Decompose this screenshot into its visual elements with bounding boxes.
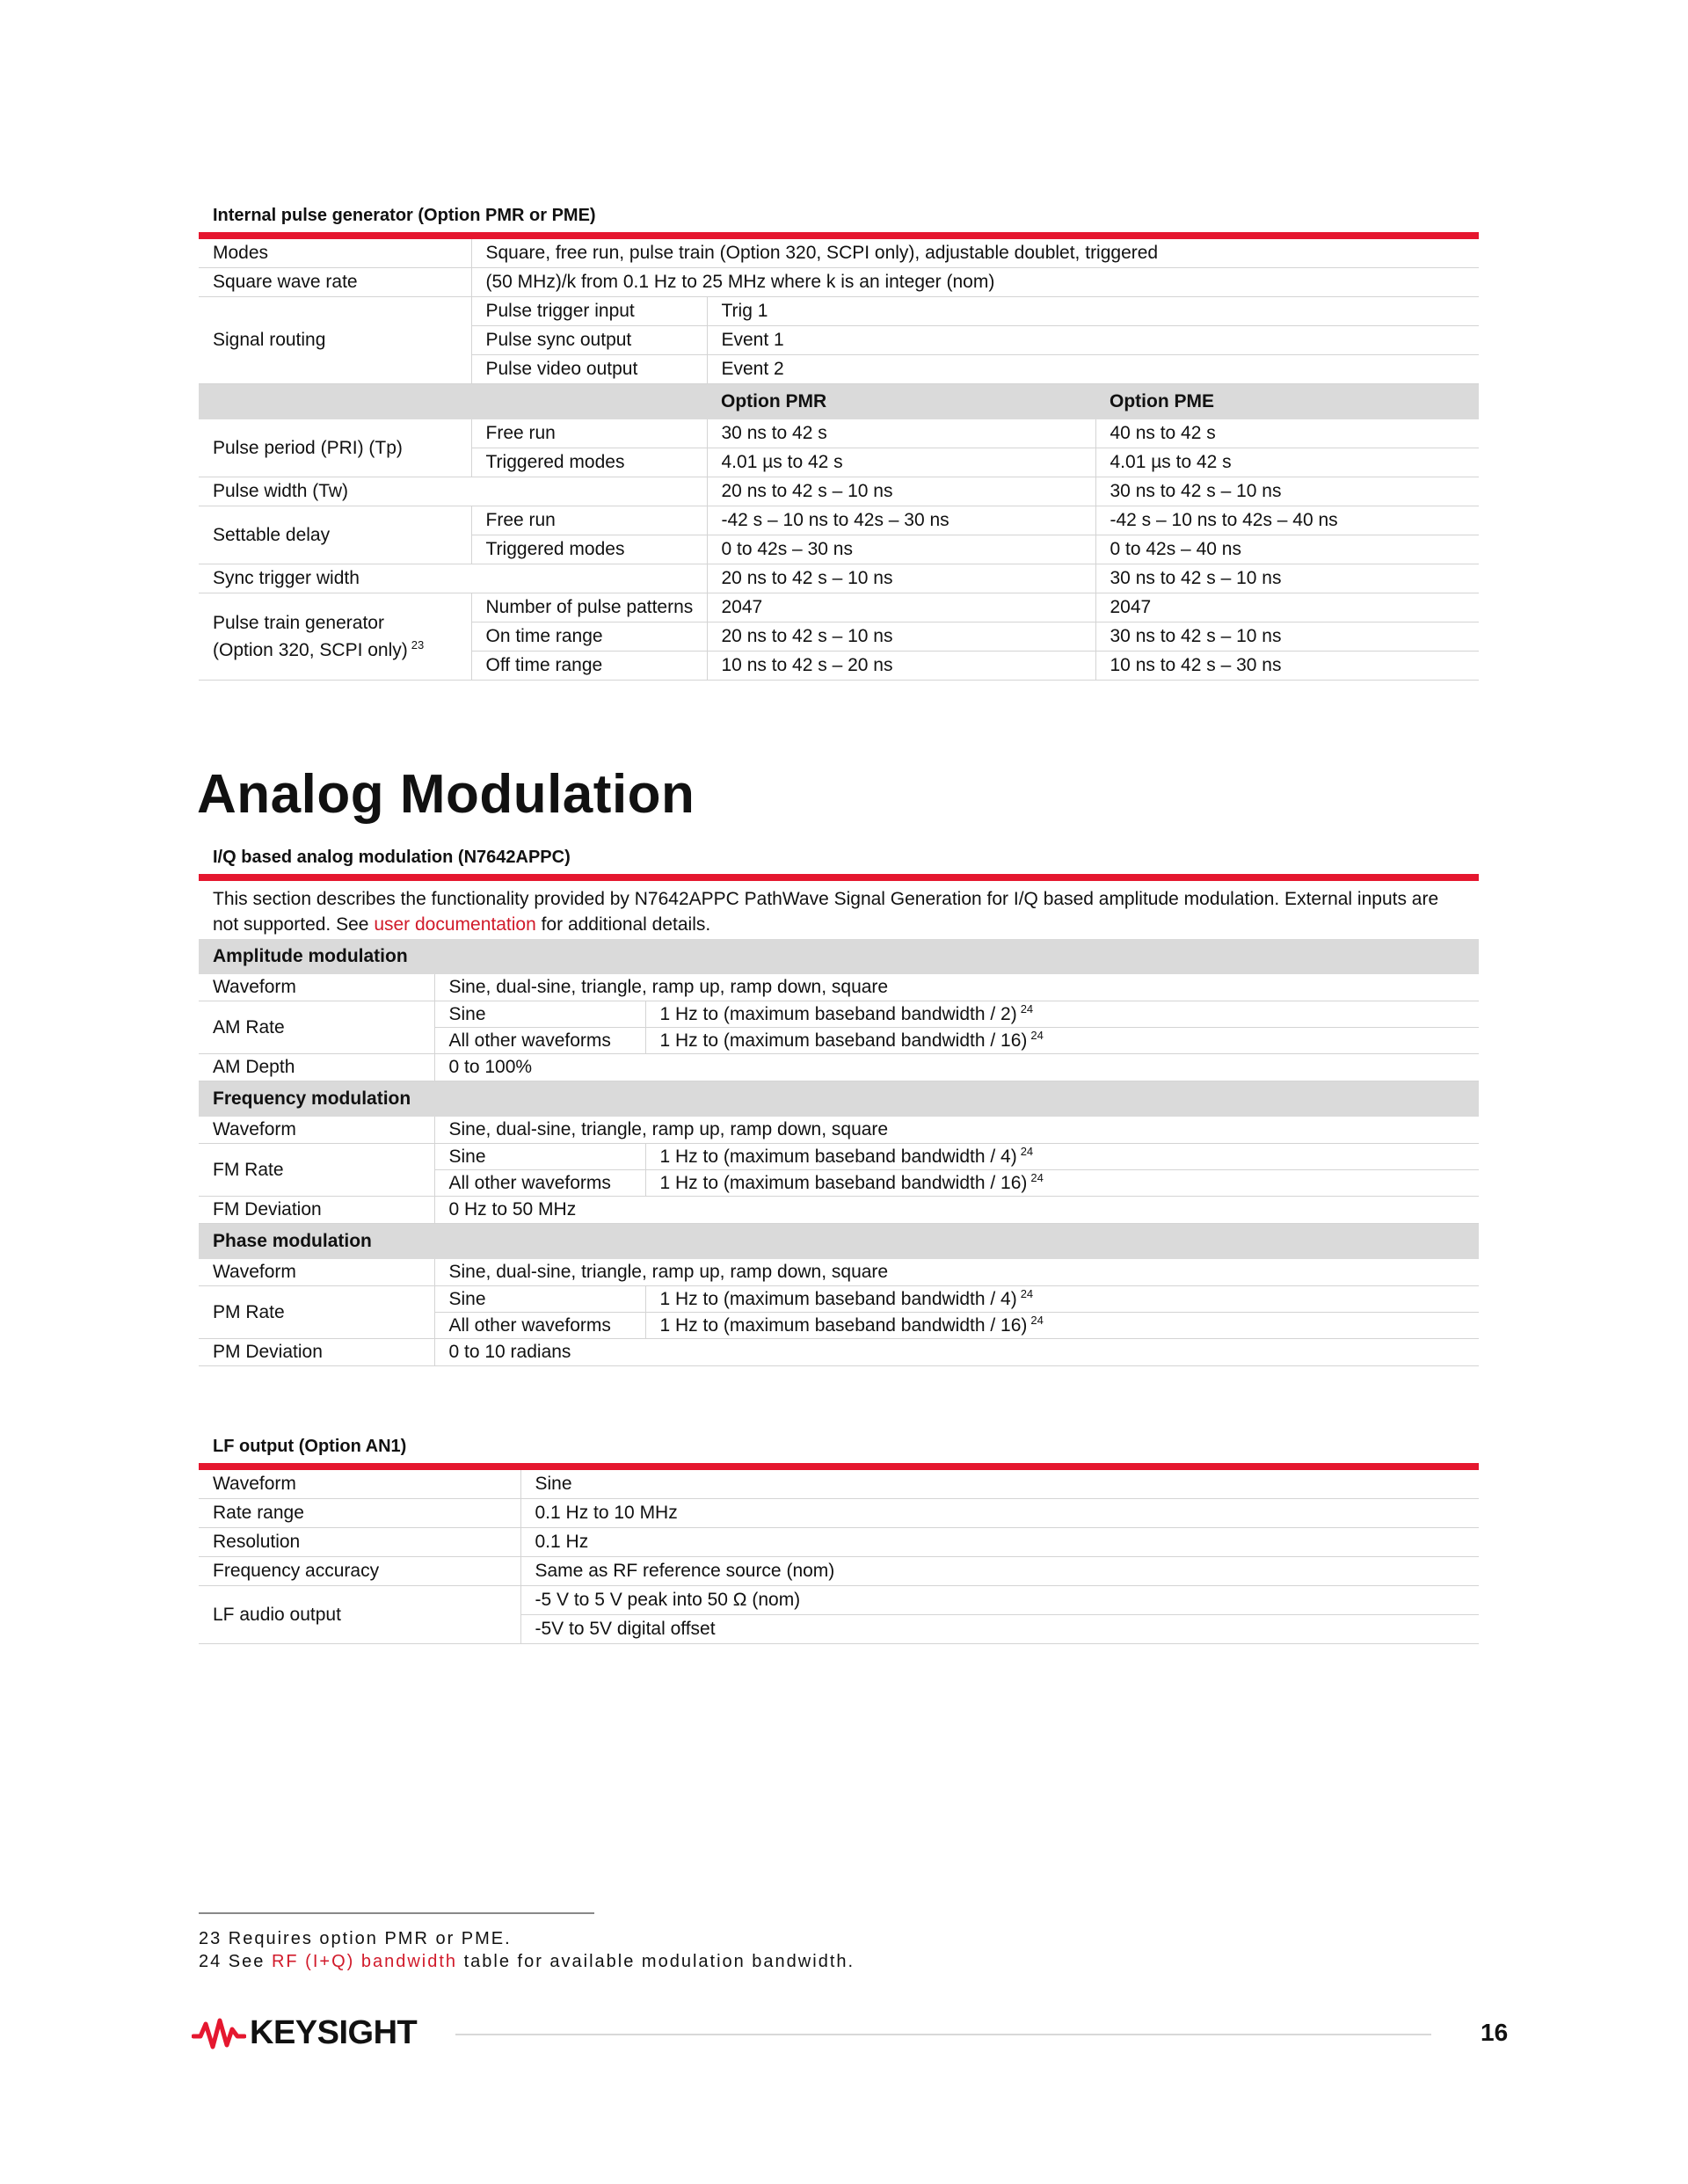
lf-row-label: Waveform — [199, 1470, 520, 1499]
footnote-ref-24: 24 — [1030, 1313, 1044, 1327]
rate-sine-cell — [645, 1001, 1479, 1028]
pulse-period-label: Pulse period (PRI) (Tp) — [199, 419, 471, 477]
band-title: Amplitude modulation — [199, 939, 1479, 974]
table-row — [199, 1528, 1479, 1557]
table-row — [199, 1197, 1479, 1224]
train-param: Number of pulse patterns — [471, 593, 707, 622]
train-pme: 2047 — [1095, 593, 1479, 622]
footer-divider — [455, 2034, 1431, 2035]
footnote-ref-24: 24 — [1020, 1144, 1034, 1158]
table-row — [199, 297, 1479, 326]
iq-modulation-title: I/Q based analog modulation (N7642APPC) — [199, 846, 1479, 881]
table-row — [199, 1117, 1479, 1144]
lf-row-label: Rate range — [199, 1499, 520, 1528]
waveform-label: Waveform — [199, 1117, 434, 1144]
iq-intro-text — [199, 881, 1479, 939]
logo-text: KEYSIGHT — [250, 2013, 418, 2051]
rate-label: FM Rate — [199, 1144, 434, 1197]
rate-sine-name: Sine — [434, 1286, 645, 1313]
column-header-pme: Option PME — [1095, 384, 1479, 420]
modes-label: Modes — [199, 239, 471, 268]
pulse-width-pme: 30 ns to 42 s – 10 ns — [1095, 477, 1479, 506]
signal-routing-label: Signal routing — [199, 297, 471, 384]
period-mode: Free run — [471, 419, 707, 448]
train-param: Off time range — [471, 652, 707, 681]
rate-sine-cell — [645, 1286, 1479, 1313]
table-row — [199, 1557, 1479, 1586]
rate-other-cell — [645, 1313, 1479, 1339]
rate-other-value: 1 Hz to (maximum baseband bandwidth / 16) — [659, 1030, 1028, 1051]
analog-modulation-table — [199, 939, 1479, 1366]
rate-other-name: All other waveforms — [434, 1170, 645, 1197]
rate-other-cell — [645, 1170, 1479, 1197]
band-amplitude-modulation — [199, 939, 1479, 974]
lf-row-value: 0.1 Hz — [520, 1528, 1479, 1557]
rf-bandwidth-link[interactable]: RF (I+Q) bandwidth — [271, 1952, 458, 1971]
table-row — [199, 477, 1479, 506]
table-row — [199, 593, 1479, 622]
delay-mode: Triggered modes — [471, 535, 707, 564]
table-row — [199, 1339, 1479, 1366]
rate-sine-name: Sine — [434, 1001, 645, 1028]
table-row — [199, 1001, 1479, 1028]
lf-output-table — [199, 1470, 1479, 1644]
delay-mode: Free run — [471, 506, 707, 535]
user-documentation-link[interactable]: user documentation — [374, 914, 536, 935]
lf-row-label: Frequency accuracy — [199, 1557, 520, 1586]
table-row — [199, 1286, 1479, 1313]
pulse-train-label-line2: (Option 320, SCPI only) — [213, 640, 408, 660]
train-pmr: 20 ns to 42 s – 10 ns — [707, 622, 1095, 652]
waveform-label: Waveform — [199, 974, 434, 1001]
keysight-logo — [192, 2015, 417, 2050]
band-phase-modulation — [199, 1224, 1479, 1260]
rate-other-name: All other waveforms — [434, 1028, 645, 1054]
footnote-ref-24: 24 — [1020, 1001, 1034, 1016]
table-row — [199, 1054, 1479, 1081]
lf-audio-value-2: -5V to 5V digital offset — [520, 1615, 1479, 1644]
routing-name: Pulse trigger input — [471, 297, 707, 326]
option-header-row — [199, 384, 1479, 420]
modes-value: Square, free run, pulse train (Option 320, SCPI only), adjustable doublet, triggered — [471, 239, 1479, 268]
lf-output-section — [199, 1435, 1479, 1644]
lf-audio-label: LF audio output — [199, 1586, 520, 1644]
footnotes — [199, 1927, 855, 1973]
train-pme: 10 ns to 42 s – 30 ns — [1095, 652, 1479, 681]
routing-value: Event 2 — [707, 355, 1479, 384]
waveform-value: Sine, dual-sine, triangle, ramp up, ramp down, square — [434, 1259, 1479, 1286]
page-heading: Analog Modulation — [197, 764, 695, 825]
band-title: Phase modulation — [199, 1224, 1479, 1260]
table-row — [199, 1470, 1479, 1499]
train-param: On time range — [471, 622, 707, 652]
footnote-23: 23 Requires option PMR or PME. — [199, 1929, 512, 1948]
rate-sine-value: 1 Hz to (maximum baseband bandwidth / 4) — [659, 1288, 1017, 1309]
rate-other-value: 1 Hz to (maximum baseband bandwidth / 16) — [659, 1172, 1028, 1193]
table-row — [199, 974, 1479, 1001]
period-pme: 40 ns to 42 s — [1095, 419, 1479, 448]
table-row — [199, 268, 1479, 297]
table-row — [199, 1499, 1479, 1528]
delay-pmr: 0 to 42s – 30 ns — [707, 535, 1095, 564]
lf-row-label: Resolution — [199, 1528, 520, 1557]
lf-audio-value-1: -5 V to 5 V peak into 50 Ω (nom) — [520, 1586, 1479, 1615]
routing-name: Pulse sync output — [471, 326, 707, 355]
column-header-pmr: Option PMR — [707, 384, 1095, 420]
footnote-divider — [199, 1912, 594, 1914]
lf-row-value: 0.1 Hz to 10 MHz — [520, 1499, 1479, 1528]
rate-label: AM Rate — [199, 1001, 434, 1054]
rate-other-cell — [645, 1028, 1479, 1054]
sync-trigger-pme: 30 ns to 42 s – 10 ns — [1095, 564, 1479, 593]
delay-pmr: -42 s – 10 ns to 42s – 30 ns — [707, 506, 1095, 535]
sync-trigger-label: Sync trigger width — [199, 564, 707, 593]
lf-row-value: Sine — [520, 1470, 1479, 1499]
footnote-ref-24: 24 — [1030, 1170, 1044, 1184]
intro-text-2: for additional details. — [535, 914, 711, 935]
pulse-width-pmr: 20 ns to 42 s – 10 ns — [707, 477, 1095, 506]
band-frequency-modulation — [199, 1081, 1479, 1117]
keysight-wave-icon — [192, 2015, 246, 2050]
table-row — [199, 506, 1479, 535]
table-row — [199, 239, 1479, 268]
train-pmr: 2047 — [707, 593, 1095, 622]
table-row — [199, 1144, 1479, 1170]
table-row — [199, 1259, 1479, 1286]
lf-output-title: LF output (Option AN1) — [199, 1435, 1479, 1470]
iq-modulation-section — [199, 846, 1479, 1366]
intro-text-1: This section describes the functionality provided by N7642APPC PathWave Signal Generation for I/Q based amplitude modulation. External inputs are not supported. See — [213, 889, 1439, 935]
waveform-label: Waveform — [199, 1259, 434, 1286]
period-pmr: 4.01 µs to 42 s — [707, 448, 1095, 477]
rate-sine-value: 1 Hz to (maximum baseband bandwidth / 2) — [659, 1003, 1017, 1024]
pulse-width-label: Pulse width (Tw) — [199, 477, 707, 506]
footnote-24-prefix: 24 See — [199, 1952, 272, 1971]
train-pme: 30 ns to 42 s – 10 ns — [1095, 622, 1479, 652]
band-title: Frequency modulation — [199, 1081, 1479, 1117]
pulse-generator-title: Internal pulse generator (Option PMR or PME) — [199, 204, 1479, 239]
deviation-label: FM Deviation — [199, 1197, 434, 1224]
period-mode: Triggered modes — [471, 448, 707, 477]
period-pmr: 30 ns to 42 s — [707, 419, 1095, 448]
footnote-ref-24: 24 — [1030, 1028, 1044, 1042]
deviation-value: 0 Hz to 50 MHz — [434, 1197, 1479, 1224]
page-number: 16 — [1481, 2019, 1509, 2046]
table-row — [199, 1586, 1479, 1615]
pulse-generator-table — [199, 239, 1479, 681]
rate-sine-value: 1 Hz to (maximum baseband bandwidth / 4) — [659, 1146, 1017, 1167]
deviation-label: PM Deviation — [199, 1339, 434, 1366]
square-wave-label: Square wave rate — [199, 268, 471, 297]
rate-other-name: All other waveforms — [434, 1313, 645, 1339]
rate-other-value: 1 Hz to (maximum baseband bandwidth / 16) — [659, 1314, 1028, 1336]
table-row — [199, 564, 1479, 593]
lf-row-value: Same as RF reference source (nom) — [520, 1557, 1479, 1586]
settable-delay-label: Settable delay — [199, 506, 471, 564]
footnote-24-suffix: table for available modulation bandwidth. — [457, 1952, 855, 1971]
rate-sine-cell — [645, 1144, 1479, 1170]
footnote-ref-23: 23 — [411, 638, 425, 652]
rate-sine-name: Sine — [434, 1144, 645, 1170]
delay-pme: 0 to 42s – 40 ns — [1095, 535, 1479, 564]
footnote-ref-24: 24 — [1020, 1286, 1034, 1300]
footnote-24 — [199, 1950, 855, 1973]
pulse-train-label-line1: Pulse train generator — [213, 613, 384, 633]
sync-trigger-pmr: 20 ns to 42 s – 10 ns — [707, 564, 1095, 593]
table-row — [199, 419, 1479, 448]
header-spacer — [199, 384, 707, 420]
rate-label: PM Rate — [199, 1286, 434, 1339]
depth-value: 0 to 100% — [434, 1054, 1479, 1081]
depth-label: AM Depth — [199, 1054, 434, 1081]
routing-value: Trig 1 — [707, 297, 1479, 326]
routing-name: Pulse video output — [471, 355, 707, 384]
pulse-generator-section — [199, 204, 1479, 681]
period-pme: 4.01 µs to 42 s — [1095, 448, 1479, 477]
delay-pme: -42 s – 10 ns to 42s – 40 ns — [1095, 506, 1479, 535]
deviation-value: 0 to 10 radians — [434, 1339, 1479, 1366]
train-pmr: 10 ns to 42 s – 20 ns — [707, 652, 1095, 681]
pulse-train-label — [199, 593, 471, 681]
waveform-value: Sine, dual-sine, triangle, ramp up, ramp down, square — [434, 1117, 1479, 1144]
square-wave-value: (50 MHz)/k from 0.1 Hz to 25 MHz where k is an integer (nom) — [471, 268, 1479, 297]
routing-value: Event 1 — [707, 326, 1479, 355]
waveform-value: Sine, dual-sine, triangle, ramp up, ramp down, square — [434, 974, 1479, 1001]
